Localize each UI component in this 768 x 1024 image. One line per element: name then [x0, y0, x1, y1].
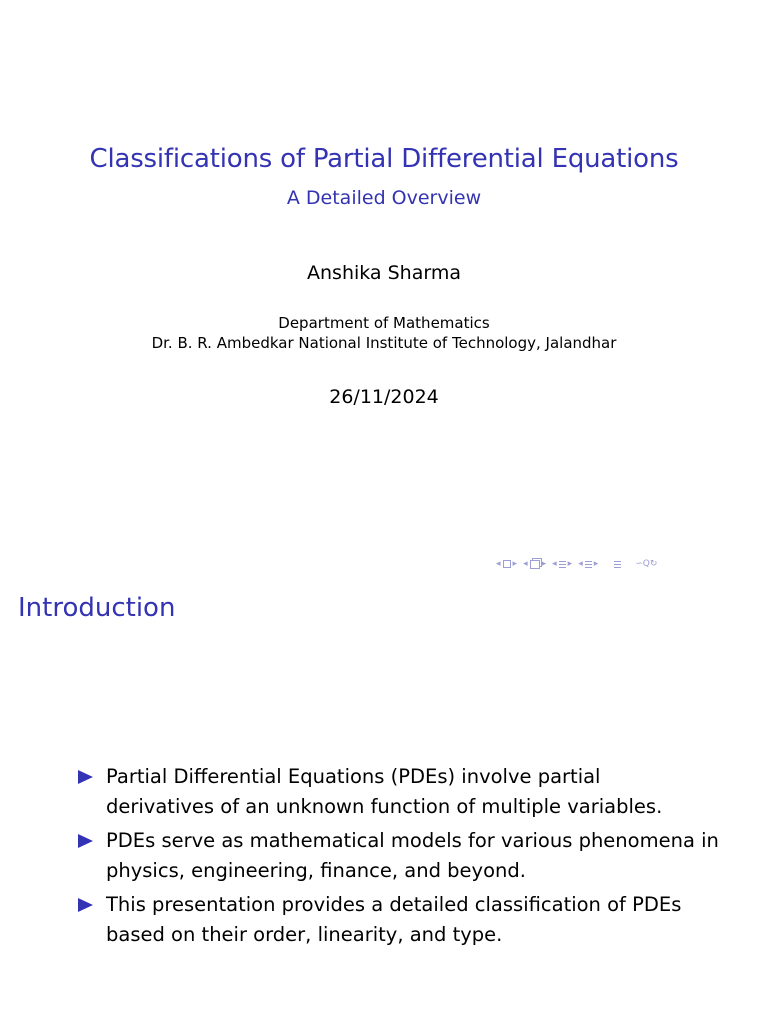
search-nav-group: [635, 559, 657, 569]
nav-toc-icon[interactable]: [614, 561, 621, 568]
presentation-subtitle: A Detailed Overview: [286, 187, 482, 209]
presentation-date: 26/11/2024: [329, 386, 439, 408]
subsection-nav-group: [552, 559, 572, 569]
nav-prev-section-icon[interactable]: ◂: [578, 559, 583, 569]
nav-prev-subsection-icon[interactable]: ◂: [552, 559, 557, 569]
bullet-text-line: derivatives of an unknown function of multiple variables.: [106, 795, 663, 818]
subsection-lines-icon: [559, 561, 566, 568]
author-name: Anshika Sharma: [307, 262, 461, 284]
section-lines-icon: [585, 561, 592, 568]
frame-stack-icon: [530, 560, 540, 569]
bullet-triangle-icon: [78, 834, 93, 848]
bullet-triangle-icon: [78, 898, 93, 912]
bullet-triangle-icon: [78, 770, 93, 784]
nav-next-frame-icon[interactable]: ▸: [541, 559, 547, 569]
bullet-text-line: PDEs serve as mathematical models for various phenomena in: [106, 829, 719, 852]
bullet-text-line: physics, engineering, finance, and beyond.: [106, 859, 526, 882]
beamer-navigation-bar: [496, 557, 663, 571]
section-nav-group: [578, 559, 598, 569]
bullet-text-line: based on their order, linearity, and type.: [106, 923, 503, 946]
institute-name: Dr. B. R. Ambedkar National Institute of Technology, Jalandhar: [151, 334, 617, 352]
bullet-text-line: Partial Differential Equations (PDEs) involve partial: [106, 765, 601, 788]
frame-nav-group: [523, 559, 546, 569]
toc-nav-group: [614, 561, 621, 568]
introduction-title: Introduction: [18, 593, 176, 623]
nav-next-slide-icon[interactable]: ▸: [512, 559, 518, 569]
slide-box-icon: [503, 560, 511, 568]
department-name: Department of Mathematics: [278, 314, 490, 332]
bullet-text-line: This presentation provides a detailed classification of PDEs: [106, 893, 682, 916]
slide-nav-group: [496, 559, 517, 569]
nav-prev-frame-icon[interactable]: ◂: [523, 559, 528, 569]
bullet-item: [76, 762, 736, 822]
nav-prev-slide-icon[interactable]: ◂: [496, 559, 501, 569]
introduction-bullet-list: [76, 762, 736, 954]
presentation-title: Classifications of Partial Differential Equations: [89, 144, 679, 174]
bullet-item: [76, 890, 736, 950]
bullet-item: [76, 826, 736, 886]
nav-search-icon[interactable]: ∽Q↻: [635, 559, 658, 569]
nav-next-section-icon[interactable]: ▸: [593, 559, 599, 569]
nav-next-subsection-icon[interactable]: ▸: [567, 559, 573, 569]
